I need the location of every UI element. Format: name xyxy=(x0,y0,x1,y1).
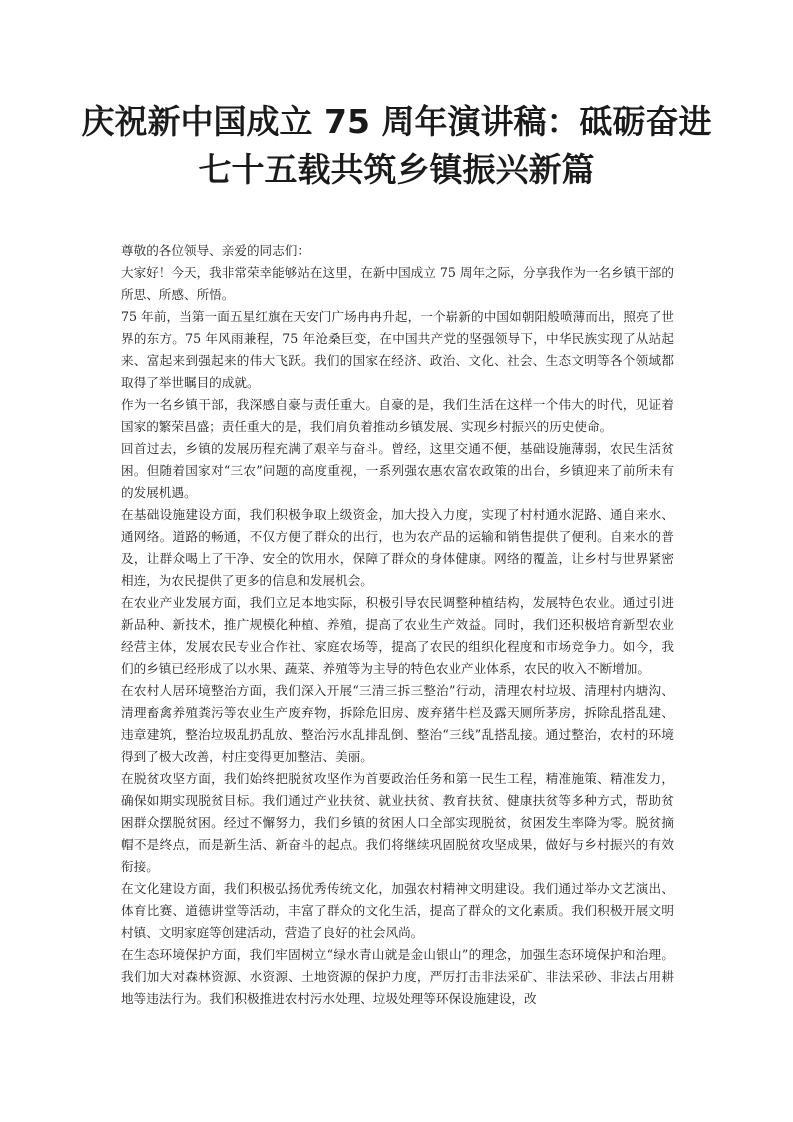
title-line-2: 七十五载共筑乡镇振兴新篇 xyxy=(198,150,595,189)
document-title xyxy=(60,98,733,194)
salutation: 尊敬的各位领导、亲爱的同志们： xyxy=(121,243,310,258)
paragraph-infrastructure: 在基础设施建设方面，我们积极争取上级资金，加大投入力度，实现了村村通水泥路、通自来水、通网络。道路的畅通，不仅方便了群众的出行，也为农产品的运输和销售提供了便利。自来水的普及，让群众喝上了干净、安全的饮用水，保障了群众的身体健康。网络的覆盖，让乡村与世界紧密相连，为农民提供了更多的信息和发展机会。 xyxy=(121,507,674,588)
paragraph-environment-rectification: 在农村人居环境整治方面，我们深入开展“三清三拆三整治”行动，清理农村垃圾、清理村内塘沟、清理畜禽养殖粪污等农业生产废弃物，拆除危旧房、废弃猪牛栏及露天厕所茅房，拆除乱搭乱建、违章建筑，整治垃圾乱扔乱放、整治污水乱排乱倒、整治“三线”乱搭乱接。通过整治，农村的环境得到了极大改善，村庄变得更加整洁、美丽。 xyxy=(121,683,674,764)
document-body xyxy=(121,240,674,1010)
paragraph-culture: 在文化建设方面，我们积极弘扬优秀传统文化，加强农村精神文明建设。我们通过举办文艺演出、体育比赛、道德讲堂等活动，丰富了群众的文化生活，提高了群众的文化素质。我们积极开展文明村镇、文明家庭等创建活动，营造了良好的社会风尚。 xyxy=(121,881,674,940)
paragraph-history: 75 年前，当第一面五星红旗在天安门广场冉冉升起，一个崭新的中国如朝阳般喷薄而出，照亮了世界的东方。75 年风雨兼程，75 年沧桑巨变，在中国共产党的坚强领导下，中华民族实现了从站起来、富起来到强起来的伟大飞跃。我们的国家在经济、政治、文化、社会、生态文明等各个领域都取得了举世瞩目的成就。 xyxy=(121,309,674,390)
paragraph-greeting: 大家好！今天，我非常荣幸能够站在这里，在新中国成立 75 周年之际，分享我作为一名乡镇干部的所思、所感、所悟。 xyxy=(121,265,674,302)
paragraph-responsibility: 作为一名乡镇干部，我深感自豪与责任重大。自豪的是，我们生活在这样一个伟大的时代，见证着国家的繁荣昌盛；责任重大的是，我们肩负着推动乡镇发展、实现乡村振兴的历史使命。 xyxy=(121,397,674,434)
paragraph-review: 回首过去，乡镇的发展历程充满了艰辛与奋斗。曾经，这里交通不便，基础设施薄弱，农民生活贫困。但随着国家对“三农”问题的高度重视，一系列强农惠农富农政策的出台，乡镇迎来了前所未有的发展机遇。 xyxy=(121,441,674,500)
paragraph-ecology: 在生态环境保护方面，我们牢固树立“绿水青山就是金山银山”的理念，加强生态环境保护和治理。我们加大对森林资源、水资源、土地资源的保护力度，严厉打击非法采矿、非法采砂、非法占用耕地等违法行为。我们积极推进农村污水处理、垃圾处理等环保设施建设，改 xyxy=(121,947,674,1006)
paragraph-poverty-alleviation: 在脱贫攻坚方面，我们始终把脱贫攻坚作为首要政治任务和第一民生工程，精准施策、精准发力，确保如期实现脱贫目标。我们通过产业扶贫、就业扶贫、教育扶贫、健康扶贫等多种方式，帮助贫困群众摆脱贫困。经过不懈努力，我们乡镇的贫困人口全部实现脱贫，贫困发生率降为零。脱贫摘帽不是终点，而是新生活、新奋斗的起点。我们将继续巩固脱贫攻坚成果，做好与乡村振兴的有效衔接。 xyxy=(121,771,674,874)
paragraph-agriculture: 在农业产业发展方面，我们立足本地实际，积极引导农民调整种植结构，发展特色农业。通过引进新品种、新技术，推广规模化种植、养殖，提高了农业生产效益。同时，我们还积极培育新型农业经营主体，发展农民专业合作社、家庭农场等，提高了农民的组织化程度和市场竞争力。如今，我们的乡镇已经形成了以水果、蔬菜、养殖等为主导的特色农业产业体系，农民的收入不断增加。 xyxy=(121,595,674,676)
title-line-1: 庆祝新中国成立 75 周年演讲稿：砥砺奋进 xyxy=(81,102,712,141)
